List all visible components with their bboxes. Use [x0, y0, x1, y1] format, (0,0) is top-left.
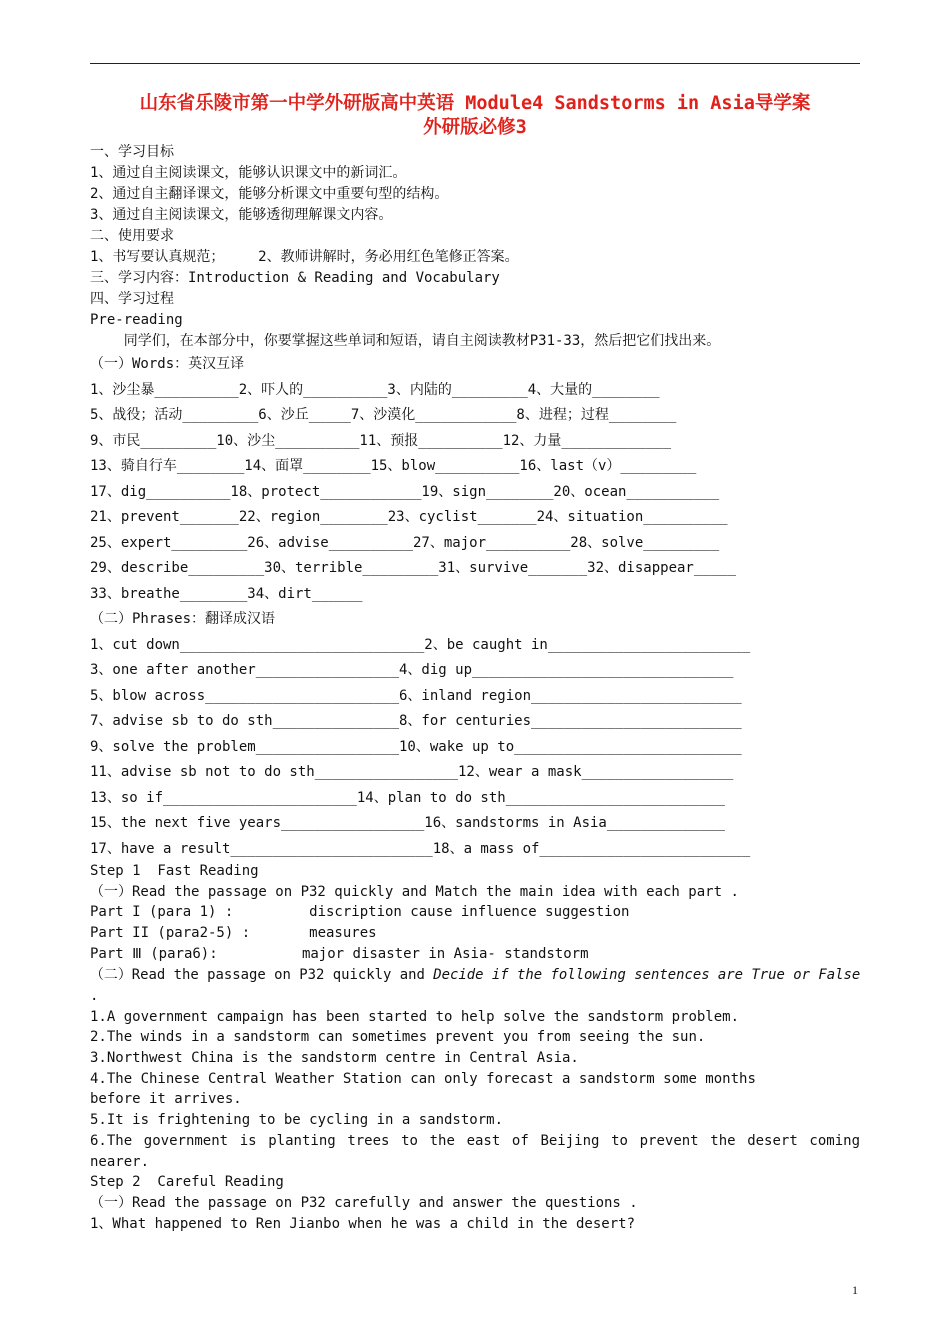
tf-instruction-plain: （二）Read the passage on P32 quickly and [90, 967, 434, 983]
tf-item: 1.A government campaign has been started to help solve the sandstorm problem. [90, 1009, 740, 1025]
tf-item: 3.Northwest China is the sandstorm centre in Central Asia. [90, 1050, 579, 1066]
phrases-row: 1、cut down_____________________________2、be caught in________________________ [90, 637, 751, 653]
tf-item: 5.It is frightening to be cycling in a sandstorm. [90, 1112, 504, 1128]
requirements-text: 1、书写要认真规范； 2、教师讲解时，务必用红色笔修正答案。 [90, 249, 519, 265]
match-row: Part Ⅲ (para6): major disaster in Asia- standstorm [90, 946, 589, 962]
phrases-row: 5、blow across_______________________6、inland region_________________________ [90, 688, 742, 704]
prereading-heading: Pre-reading [90, 312, 183, 328]
words-row: 17、dig__________18、protect____________19、sign________20、ocean___________ [90, 484, 720, 500]
page-title [90, 92, 860, 140]
content-line: 三、学习内容：Introduction & Reading and Vocabulary [90, 270, 500, 286]
phrases-row: 15、the next five years_________________16、sandstorms in Asia______________ [90, 815, 725, 831]
phrases-row: 17、have a result________________________18、a mass of_________________________ [90, 841, 751, 857]
objective-3: 3、通过自主阅读课文，能够透彻理解课文内容。 [90, 207, 393, 223]
phrases-heading: （二）Phrases：翻译成汉语 [90, 611, 276, 627]
tf-item: 4.The Chinese Central Weather Station can only forecast a sandstorm some months [90, 1071, 756, 1087]
tf-item: 6.The government is planting trees to the east of Beijing to prevent the desert coming [90, 1133, 860, 1149]
tf-instruction-italic: Decide if the following sentences are True or False [433, 967, 861, 983]
match-instruction: （一）Read the passage on P32 quickly and Match the main idea with each part . [90, 884, 739, 900]
tf-item: 2.The winds in a sandstorm can sometimes prevent you from seeing the sun. [90, 1029, 706, 1045]
phrases-row: 13、so if_______________________14、plan to do sth__________________________ [90, 790, 725, 806]
match-row: Part II (para2-5) : measures [90, 925, 377, 941]
question-1: 1、What happened to Ren Jianbo when he was a child in the desert? [90, 1216, 636, 1232]
match-row: Part I (para 1) : discription cause influence suggestion [90, 904, 630, 920]
step2-heading: Step 2 Careful Reading [90, 1174, 284, 1190]
tf-item: nearer. [90, 1154, 150, 1170]
words-row: 29、describe_________30、terrible_________31、survive_______32、disappear_____ [90, 560, 737, 576]
phrases-row: 3、one after another_________________4、dig up_______________________________ [90, 662, 734, 678]
tf-instruction [90, 966, 860, 984]
prereading-intro: 同学们，在本部分中，你要掌握这些单词和短语，请自主阅读教材P31-33，然后把它们找出来。 [90, 333, 721, 349]
phrases-row: 11、advise sb not to do sth_________________12、wear a mask__________________ [90, 764, 734, 780]
header-rule [90, 63, 860, 64]
objective-2: 2、通过自主翻译课文，能够分析课文中重要句型的结构。 [90, 186, 449, 202]
words-row: 25、expert_________26、advise__________27、major__________28、solve_________ [90, 535, 720, 551]
words-row: 9、市民_________10、沙尘__________11、预报__________12、力量_____________ [90, 433, 672, 449]
phrases-row: 9、solve the problem_________________10、wake up to___________________________ [90, 739, 742, 755]
words-row: 33、breathe________34、dirt______ [90, 586, 363, 602]
words-row: 13、骑自行车________14、面罩________15、blow__________16、last（v）_________ [90, 458, 697, 474]
tf-instruction-end: . [90, 988, 99, 1004]
requirements-heading: 二、使用要求 [90, 228, 174, 244]
title-line-1: 山东省乐陵市第一中学外研版高中英语 Module4 Sandstorms in Asia导学案 [139, 93, 811, 114]
step2-instruction: （一）Read the passage on P32 carefully and answer the questions . [90, 1195, 638, 1211]
objectives-heading: 一、学习目标 [90, 144, 174, 160]
words-heading: （一）Words：英汉互译 [90, 356, 245, 372]
words-row: 21、prevent_______22、region________23、cyclist_______24、situation__________ [90, 509, 728, 525]
words-row: 5、战役；活动_________6、沙丘_____7、沙漠化____________8、进程；过程________ [90, 407, 677, 423]
tf-item: before it arrives. [90, 1091, 242, 1107]
process-heading: 四、学习过程 [90, 291, 174, 307]
words-row: 1、沙尘暴__________2、吓人的__________3、内陆的_________4、大量的________ [90, 382, 660, 398]
phrases-row: 7、advise sb to do sth_______________8、for centuries_________________________ [90, 713, 742, 729]
page-number: 1 [852, 1283, 858, 1297]
title-line-2: 外研版必修3 [423, 117, 527, 138]
step1-heading: Step 1 Fast Reading [90, 863, 259, 879]
objective-1: 1、通过自主阅读课文，能够认识课文中的新词汇。 [90, 165, 407, 181]
